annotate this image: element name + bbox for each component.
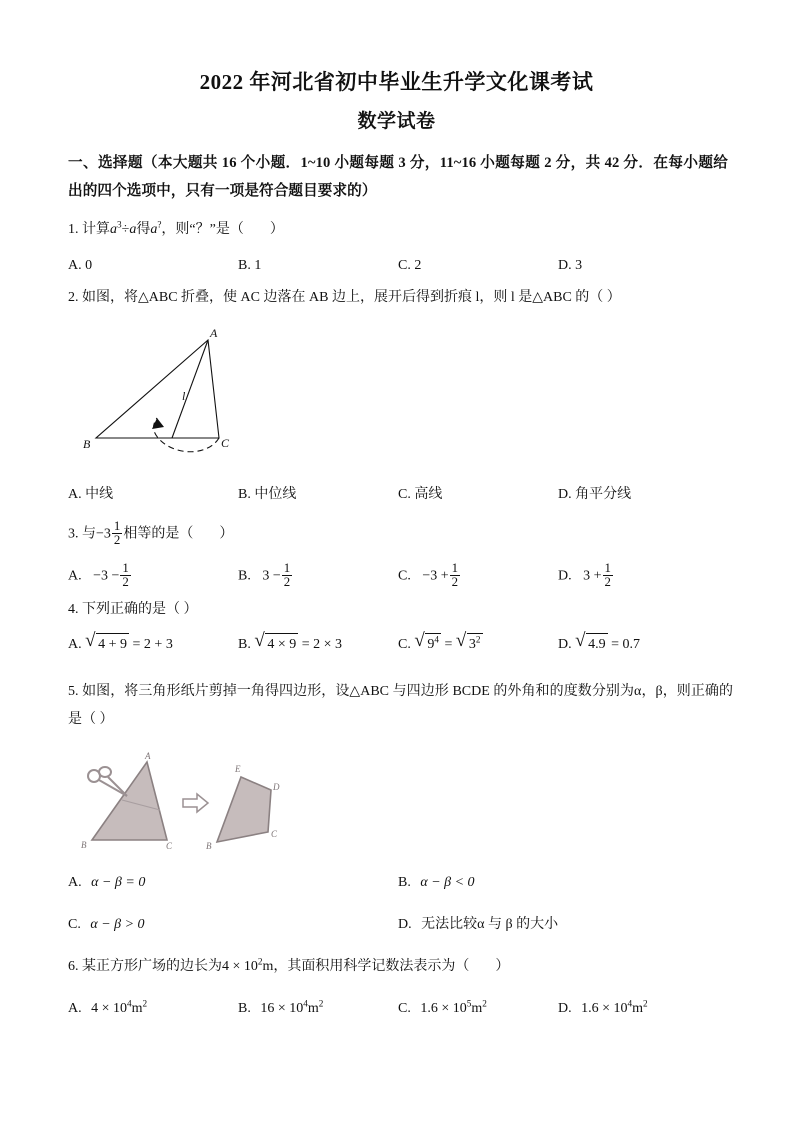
question-2-option-c[interactable] bbox=[398, 485, 442, 505]
question-1-stem-close: ） bbox=[269, 222, 284, 237]
option-label: A. bbox=[68, 487, 82, 502]
radical-sign: √ bbox=[414, 630, 425, 651]
option-exponent: 5 bbox=[466, 998, 472, 1009]
option-unit: m bbox=[471, 1001, 483, 1016]
triangle-fold-figure bbox=[80, 328, 250, 458]
fraction-denominator: 2 bbox=[283, 575, 291, 590]
question-3-option-b[interactable] bbox=[238, 562, 293, 590]
option-text: 3 bbox=[575, 258, 583, 273]
option-rhs: = 2 × 3 bbox=[301, 637, 343, 652]
radical-icon bbox=[575, 630, 608, 655]
radical-icon bbox=[254, 630, 298, 655]
question-1-stem bbox=[68, 220, 284, 240]
option-text: 中位线 bbox=[254, 487, 297, 502]
option-label: B. bbox=[238, 487, 251, 502]
question-1-expr-a: a bbox=[110, 222, 117, 237]
radical-icon-rhs bbox=[455, 630, 483, 655]
question-1-expr-c-sup: ? bbox=[157, 219, 162, 230]
question-2-option-d[interactable] bbox=[558, 485, 631, 505]
fraction-denominator: 2 bbox=[604, 575, 611, 590]
option-coefficient: 1.6 × 10 bbox=[420, 1001, 467, 1016]
option-label: D. bbox=[398, 917, 412, 932]
option-label: A. bbox=[68, 875, 82, 890]
option-text: 0 bbox=[85, 258, 93, 273]
option-fraction bbox=[282, 562, 292, 590]
option-label: C. bbox=[398, 568, 411, 584]
option-text: 中线 bbox=[85, 487, 114, 502]
option-exponent: 4 bbox=[127, 998, 132, 1009]
radical-sign: √ bbox=[455, 630, 467, 651]
option-label: A. bbox=[68, 637, 82, 652]
option-equals: = bbox=[444, 637, 453, 652]
option-unit-exponent: 2 bbox=[643, 998, 648, 1009]
question-6-stem-close: ） bbox=[495, 959, 510, 974]
question-4-option-d[interactable] bbox=[558, 630, 641, 655]
question-6-unit: m bbox=[262, 959, 274, 974]
svg-text:B: B bbox=[81, 840, 87, 850]
question-6-option-b[interactable] bbox=[238, 999, 323, 1019]
question-3-option-c[interactable] bbox=[398, 562, 461, 590]
option-label: C. bbox=[398, 1001, 411, 1016]
option-label: A. bbox=[68, 568, 82, 584]
fraction-denominator: 2 bbox=[113, 533, 121, 548]
option-int-part: −3 − bbox=[93, 568, 120, 584]
option-label: D. bbox=[558, 1001, 572, 1016]
question-2-option-a[interactable] bbox=[68, 485, 113, 505]
question-1-number: 1. bbox=[68, 222, 79, 237]
option-coefficient: 16 × 10 bbox=[260, 1001, 304, 1016]
question-3-option-d[interactable] bbox=[558, 562, 614, 590]
question-3-value-fraction bbox=[112, 520, 122, 548]
option-exponent: 4 bbox=[303, 998, 308, 1009]
option-label: B. bbox=[398, 875, 411, 890]
question-6-number: 6. bbox=[68, 959, 79, 974]
question-2-stem bbox=[68, 288, 621, 308]
option-unit: m bbox=[632, 1001, 644, 1016]
question-1-stem-suffix: ，则“？”是（ bbox=[161, 222, 244, 237]
question-4-option-a[interactable] bbox=[68, 630, 173, 655]
option-label: B. bbox=[238, 1001, 251, 1016]
question-6-option-a[interactable] bbox=[68, 999, 147, 1019]
option-text: 高线 bbox=[414, 487, 443, 502]
question-5-stem bbox=[68, 678, 733, 734]
radicand bbox=[425, 633, 441, 655]
question-6-option-d[interactable] bbox=[558, 999, 648, 1019]
question-3-option-a[interactable] bbox=[68, 562, 132, 590]
svg-text:C: C bbox=[166, 841, 173, 851]
option-fraction bbox=[120, 562, 130, 590]
question-5-number: 5. bbox=[68, 684, 79, 699]
svg-text:E: E bbox=[235, 764, 241, 774]
option-text: α − β < 0 bbox=[420, 875, 475, 890]
option-unit-exponent: 2 bbox=[142, 998, 148, 1009]
option-exponent: 4 bbox=[627, 998, 633, 1009]
question-1-option-d[interactable] bbox=[558, 256, 582, 276]
option-int-part: 3 + bbox=[583, 568, 602, 584]
option-rhs: = 0.7 bbox=[611, 637, 641, 652]
question-4-stem bbox=[68, 600, 198, 620]
option-text: α − β = 0 bbox=[91, 875, 146, 890]
svg-text:A: A bbox=[210, 328, 218, 340]
option-unit: m bbox=[131, 1001, 143, 1016]
option-label: C. bbox=[398, 637, 411, 652]
option-coefficient: 1.6 × 10 bbox=[581, 1001, 628, 1016]
option-unit: m bbox=[307, 1001, 319, 1016]
question-3-stem bbox=[68, 520, 233, 548]
question-3-value-int: −3 bbox=[96, 526, 111, 542]
option-label: C. bbox=[398, 258, 411, 273]
option-label: A. bbox=[68, 1001, 82, 1016]
question-1-option-b[interactable] bbox=[238, 256, 261, 276]
radical-sign: √ bbox=[85, 630, 96, 651]
option-label: B. bbox=[238, 568, 251, 584]
radicand-base: 3 bbox=[468, 637, 476, 652]
option-text: α − β > 0 bbox=[90, 917, 145, 932]
question-3-number: 3. bbox=[68, 526, 79, 542]
option-int-part: 3 − bbox=[262, 568, 281, 584]
option-unit-exponent: 2 bbox=[482, 998, 487, 1009]
option-int-part: −3 + bbox=[422, 568, 449, 584]
question-3-stem-close: ） bbox=[219, 526, 234, 542]
question-4-option-b[interactable] bbox=[238, 630, 343, 655]
question-6-side-base: 4 × 10 bbox=[222, 959, 258, 974]
question-3-stem-prefix: 与 bbox=[82, 526, 96, 542]
radical-sign: √ bbox=[254, 630, 265, 651]
question-5-option-c[interactable] bbox=[68, 915, 145, 935]
option-label: C. bbox=[68, 917, 81, 932]
question-6-stem-prefix: 某正方形广场的边长为 bbox=[82, 959, 222, 974]
option-label: D. bbox=[558, 568, 572, 584]
radical-icon bbox=[85, 630, 129, 655]
svg-text:l: l bbox=[182, 389, 186, 403]
page-title: 2022 年河北省初中毕业生升学文化课考试 bbox=[199, 70, 594, 94]
section-heading: 一、选择题（本大题共 16 个小题．1~10 小题每题 3 分，11~16 小题每题 2 分，共 42 分．在每小题给出的四个选项中，只有一项是符合题目要求的） bbox=[68, 155, 728, 199]
svg-text:B: B bbox=[206, 841, 212, 851]
question-3-stem-suffix: 相等的是（ bbox=[123, 526, 194, 542]
page-subtitle: 数学试卷 bbox=[357, 111, 436, 132]
fraction-denominator: 2 bbox=[451, 575, 459, 590]
question-5-option-a[interactable] bbox=[68, 873, 145, 893]
fraction-numerator: 1 bbox=[451, 561, 459, 575]
option-text: 角平分线 bbox=[575, 487, 632, 502]
option-label: B. bbox=[238, 258, 251, 273]
option-label: B. bbox=[238, 637, 251, 652]
question-1-expr-c: a bbox=[150, 222, 158, 237]
question-5-stem-text: 如图，将三角形纸片剪掉一角得四边形，设△ABC 与四边形 BCDE 的外角和的度数分别为α，β，则正确的是（ ） bbox=[68, 684, 733, 727]
question-4-number: 4. bbox=[68, 602, 79, 617]
option-text: 2 bbox=[414, 258, 422, 273]
question-5-option-d[interactable] bbox=[398, 915, 558, 935]
radicand: 4 + 9 bbox=[96, 633, 129, 655]
option-label: A. bbox=[68, 258, 82, 273]
radicand: 4 × 9 bbox=[265, 633, 298, 655]
option-label: D. bbox=[558, 487, 572, 502]
option-label: C. bbox=[398, 487, 411, 502]
radical-sign: √ bbox=[575, 630, 586, 651]
option-label: D. bbox=[558, 637, 572, 652]
question-1-stem-prefix: 计算 bbox=[82, 222, 110, 237]
cut-corner-figure bbox=[75, 752, 310, 857]
option-label: D. bbox=[558, 258, 572, 273]
fraction-numerator: 1 bbox=[113, 519, 121, 533]
question-1-option-a[interactable] bbox=[68, 256, 92, 276]
question-1-stem-mid: 得 bbox=[136, 222, 151, 237]
question-2-option-b[interactable] bbox=[238, 485, 296, 505]
option-text: 1 bbox=[254, 258, 262, 273]
option-coefficient: 4 × 10 bbox=[91, 1001, 128, 1016]
question-1-option-c[interactable] bbox=[398, 256, 421, 276]
svg-text:C: C bbox=[221, 436, 230, 450]
option-text: 无法比较α 与 β 的大小 bbox=[421, 917, 559, 932]
radicand bbox=[467, 633, 483, 655]
radicand-exponent: 2 bbox=[475, 634, 481, 645]
radicand: 4.9 bbox=[586, 633, 608, 655]
option-fraction bbox=[603, 562, 613, 590]
question-5-option-b[interactable] bbox=[398, 873, 475, 893]
question-2-number: 2. bbox=[68, 290, 79, 305]
option-unit-exponent: 2 bbox=[318, 998, 324, 1009]
question-6-side-exponent: 2 bbox=[257, 956, 263, 967]
radicand-exponent: 4 bbox=[434, 634, 439, 645]
question-6-option-c[interactable] bbox=[398, 999, 487, 1019]
fraction-denominator: 2 bbox=[122, 575, 129, 590]
fraction-numerator: 1 bbox=[122, 561, 129, 575]
option-fraction bbox=[450, 562, 460, 590]
svg-text:D: D bbox=[273, 782, 280, 792]
radicand-base: 9 bbox=[427, 637, 435, 652]
fraction-numerator: 1 bbox=[283, 561, 291, 575]
fraction-numerator: 1 bbox=[604, 561, 611, 575]
question-6-stem bbox=[68, 957, 509, 977]
svg-text:A: A bbox=[145, 752, 151, 761]
question-2-stem-text: 如图，将△ABC 折叠，使 AC 边落在 AB 边上，展开后得到折痕 l，则 l 是△ABC 的（ ） bbox=[82, 290, 621, 305]
question-1-expr-a-sup: 3 bbox=[117, 219, 122, 230]
svg-text:C: C bbox=[271, 829, 278, 839]
question-6-stem-suffix: ，其面积用科学记数法表示为（ bbox=[273, 959, 470, 974]
question-1-expr-b: a bbox=[129, 222, 137, 237]
question-4-stem-text: 下列正确的是（ ） bbox=[82, 602, 198, 617]
option-rhs: = 2 + 3 bbox=[132, 637, 173, 652]
question-1-div: ÷ bbox=[121, 222, 130, 237]
radical-icon bbox=[414, 630, 441, 655]
question-4-option-c[interactable] bbox=[398, 630, 483, 655]
svg-text:B: B bbox=[83, 437, 91, 451]
